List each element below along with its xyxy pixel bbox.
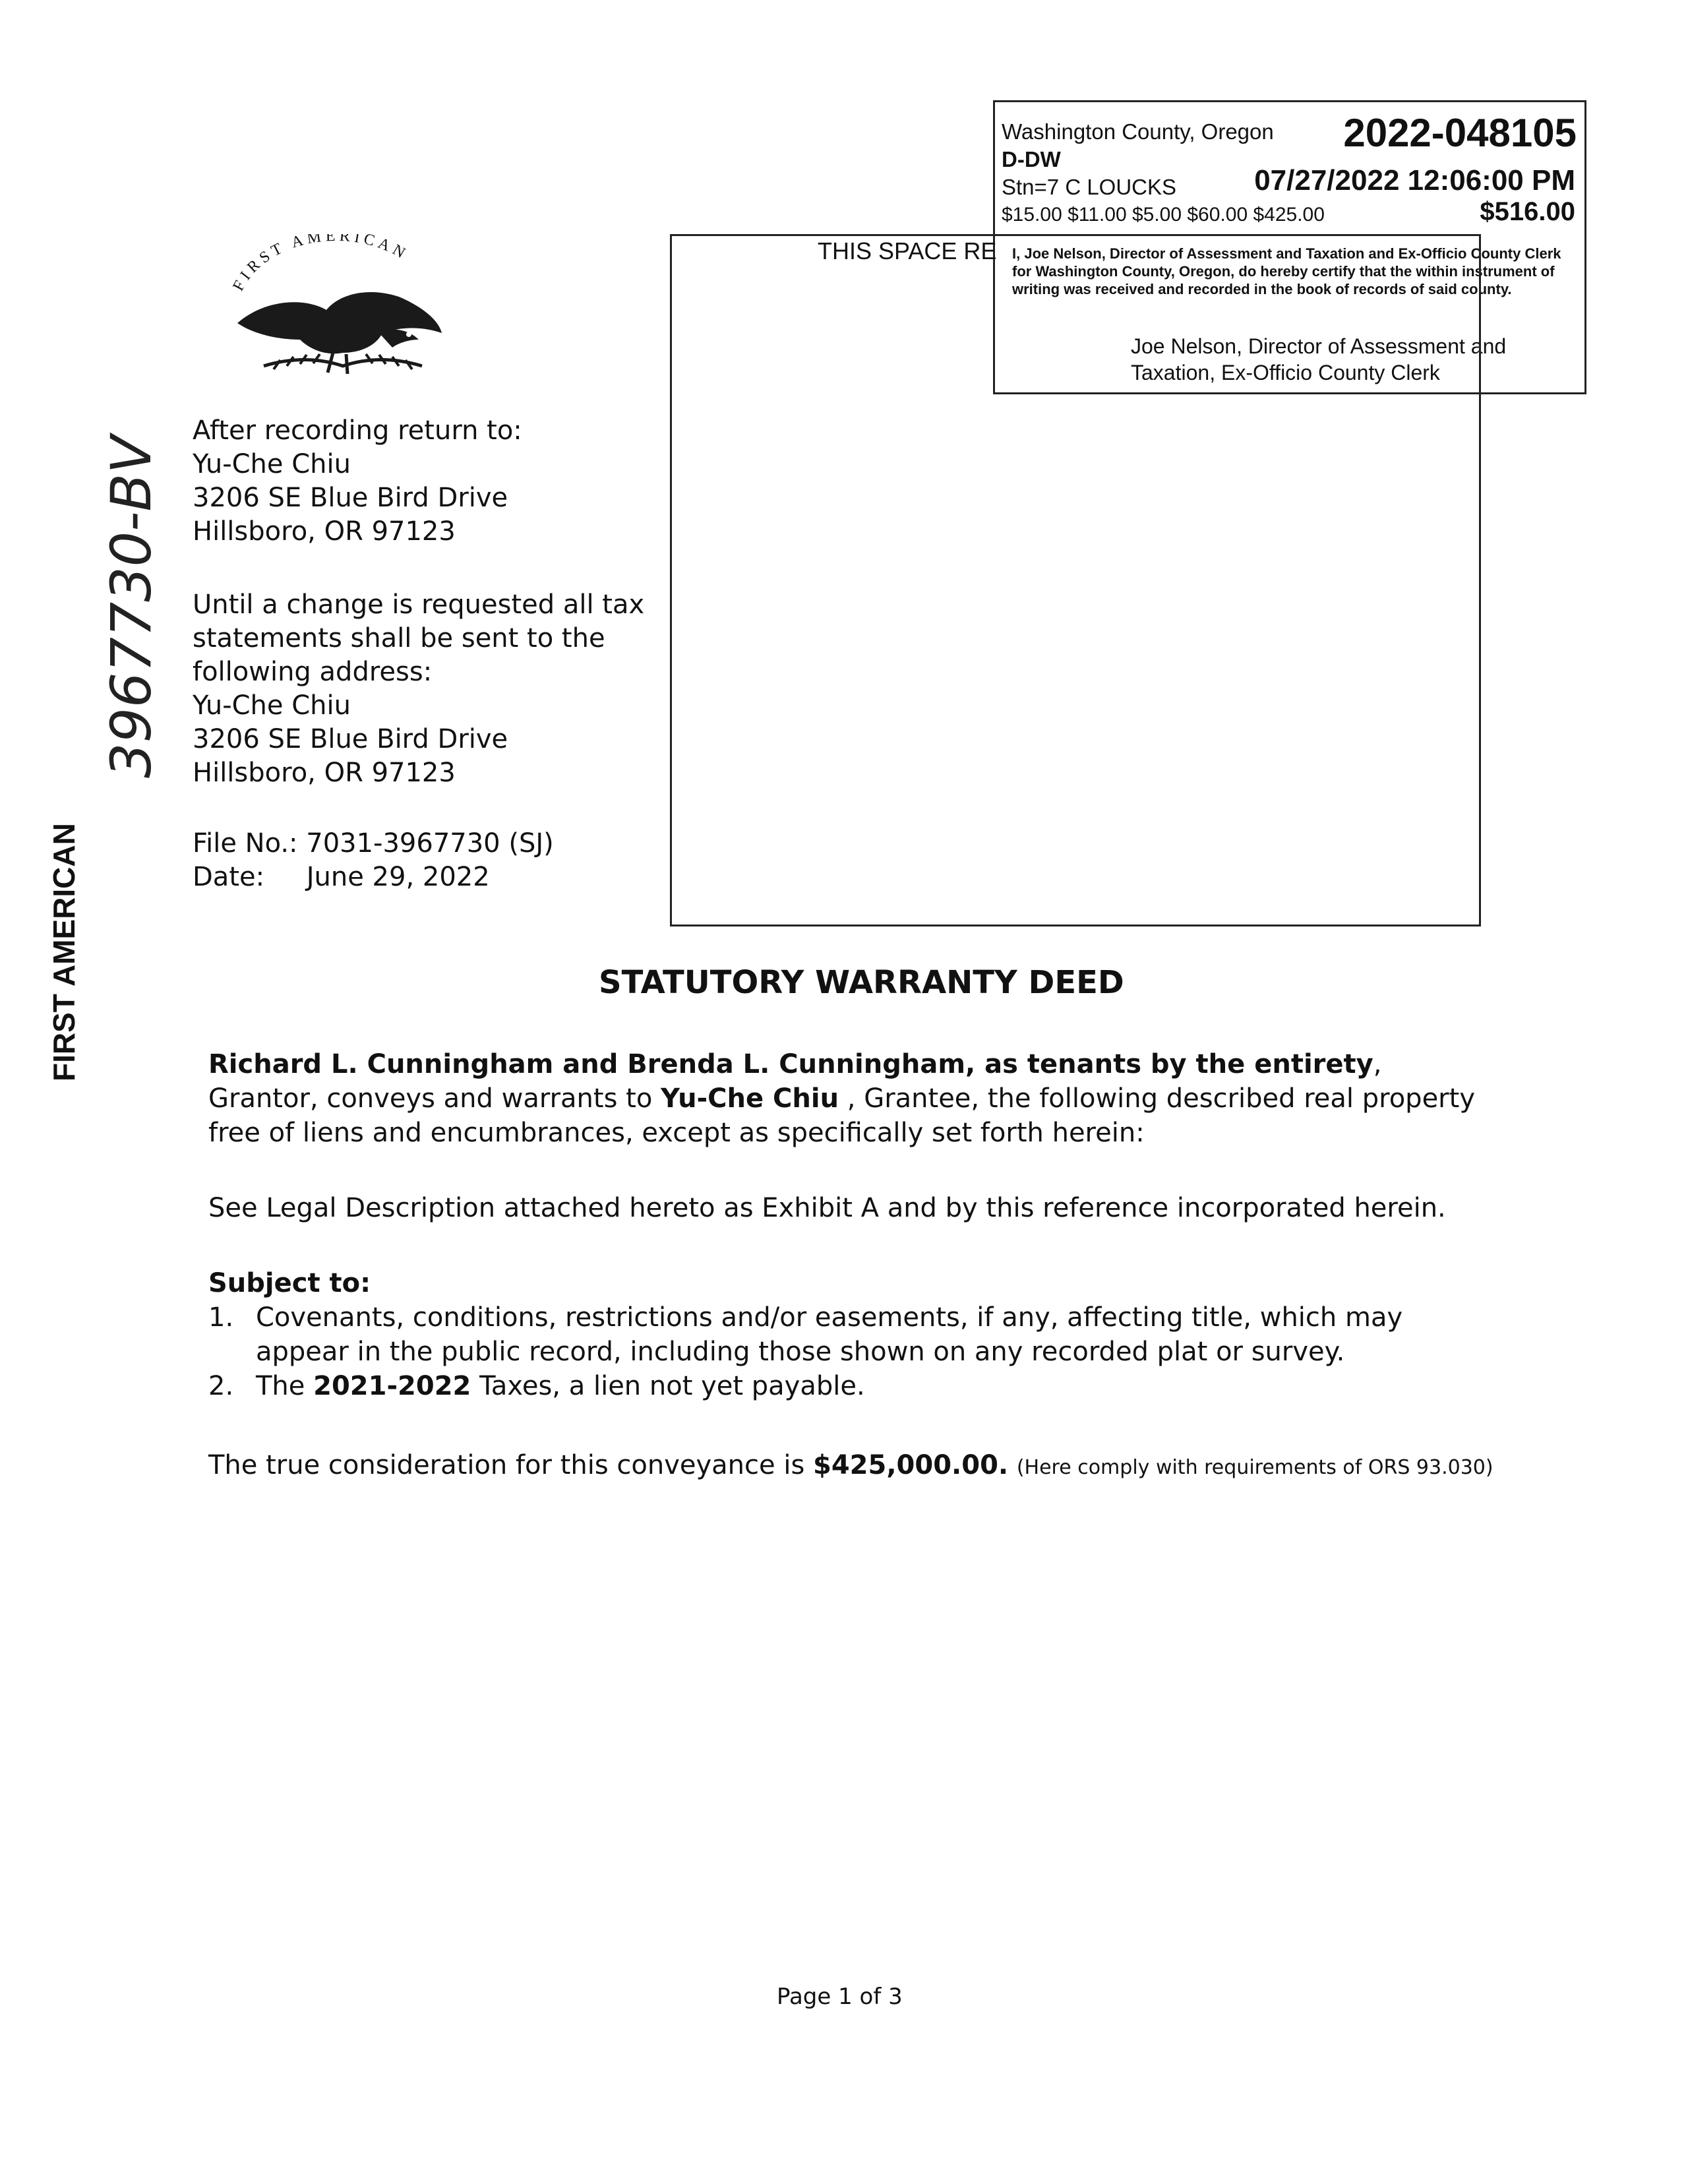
date-label: Date: bbox=[193, 862, 265, 892]
file-number-row bbox=[193, 827, 554, 861]
stamp-datetime: 07/27/2022 12:06:00 PM bbox=[1254, 164, 1575, 197]
reserved-space-label: THIS SPACE RE bbox=[818, 237, 997, 264]
stamp-county: Washington County, Oregon bbox=[1002, 119, 1274, 144]
page-number: Page 1 of 3 bbox=[777, 1984, 903, 2010]
grant-text-2: , Grantee, the following described real property free of liens and encumbrances, except as specifically set forth herein: bbox=[208, 1083, 1475, 1148]
tax-statement-block bbox=[193, 588, 644, 790]
return-to-name: Yu-Che Chiu bbox=[193, 449, 351, 479]
return-to-heading: After recording return to: bbox=[193, 415, 522, 446]
eagle-icon bbox=[211, 234, 462, 386]
legal-description: See Legal Description attached hereto as Exhibit A and by this reference incorporated herein. bbox=[208, 1193, 1446, 1223]
grant-text-1: , Grantor, conveys and warrants to bbox=[208, 1049, 1382, 1114]
stamp-document-number: 2022-048105 bbox=[1343, 111, 1577, 155]
consideration-line bbox=[208, 1448, 1494, 1485]
consideration-amount: $425,000.00. bbox=[813, 1450, 1009, 1480]
return-to-city: Hillsboro, OR 97123 bbox=[193, 516, 456, 547]
consideration-text: The true consideration for this conveyance is bbox=[208, 1450, 814, 1480]
tax-year: 2021-2022 bbox=[313, 1371, 471, 1401]
tax-line2: statements shall be sent to the bbox=[193, 623, 605, 653]
subject-to-list bbox=[208, 1300, 1494, 1403]
item2-pre: The bbox=[256, 1371, 314, 1401]
tax-line1: Until a change is requested all tax bbox=[193, 590, 645, 620]
grantor-names: Richard L. Cunningham and Brenda L. Cunningham, as tenants by the entirety bbox=[208, 1049, 1373, 1079]
file-info-block bbox=[193, 827, 554, 894]
logo-arc-text: FIRST AMERICAN bbox=[229, 234, 411, 294]
subject-to-heading: Subject to: bbox=[208, 1268, 371, 1298]
list-item-number: 1. bbox=[208, 1302, 234, 1333]
list-item-text: Covenants, conditions, restrictions and/or easements, if any, affecting title, which may appear in the public record, including those shown on any recorded plat or survey. bbox=[256, 1302, 1403, 1367]
date-value: June 29, 2022 bbox=[306, 862, 490, 892]
stamp-doc-type: D-DW bbox=[1002, 147, 1061, 171]
document-title: STATUTORY WARRANTY DEED bbox=[599, 964, 1124, 1001]
side-company-name: FIRST AMERICAN bbox=[47, 823, 81, 1081]
subject-to-section bbox=[208, 1266, 1494, 1403]
date-row bbox=[193, 861, 554, 894]
stamp-certification: I, Joe Nelson, Director of Assessment and Taxation and Ex-Officio County Clerk for Washington County, Oregon, do hereby certify that the within instrument of writing was received and recorded in the book of records of said county. bbox=[1012, 245, 1561, 297]
tax-city: Hillsboro, OR 97123 bbox=[193, 758, 456, 788]
stamp-fees: $15.00 $11.00 $5.00 $60.00 $425.00 bbox=[1002, 204, 1325, 226]
list-item bbox=[208, 1300, 1494, 1369]
svg-text:FIRST AMERICAN bbox=[229, 234, 411, 294]
tax-name: Yu-Che Chiu bbox=[193, 690, 351, 721]
stamp-signer-line2: Taxation, Ex-Officio County Clerk bbox=[1131, 361, 1440, 384]
side-handwritten-file-number: 3967730-BV bbox=[99, 435, 164, 778]
grantee-name: Yu-Che Chiu bbox=[661, 1083, 839, 1114]
tax-street: 3206 SE Blue Bird Drive bbox=[193, 724, 508, 754]
file-number-value: 7031-3967730 (SJ) bbox=[306, 828, 554, 859]
item2-post: Taxes, a lien not yet payable. bbox=[471, 1371, 865, 1401]
return-to-street: 3206 SE Blue Bird Drive bbox=[193, 483, 508, 513]
grant-paragraph bbox=[208, 1047, 1494, 1150]
stamp-signer-line1: Joe Nelson, Director of Assessment and bbox=[1131, 334, 1507, 358]
return-to-block bbox=[193, 414, 522, 549]
reserved-space-box bbox=[670, 234, 1481, 926]
list-item bbox=[208, 1369, 1494, 1403]
list-item-number: 2. bbox=[208, 1371, 234, 1401]
stamp-total: $516.00 bbox=[1480, 197, 1575, 226]
consideration-note: (Here comply with requirements of ORS 93.030) bbox=[1016, 1456, 1493, 1479]
company-logo bbox=[211, 234, 462, 386]
file-number-label: File No.: bbox=[193, 828, 298, 859]
stamp-station: Stn=7 C LOUCKS bbox=[1002, 175, 1177, 199]
tax-line3: following address: bbox=[193, 657, 433, 687]
